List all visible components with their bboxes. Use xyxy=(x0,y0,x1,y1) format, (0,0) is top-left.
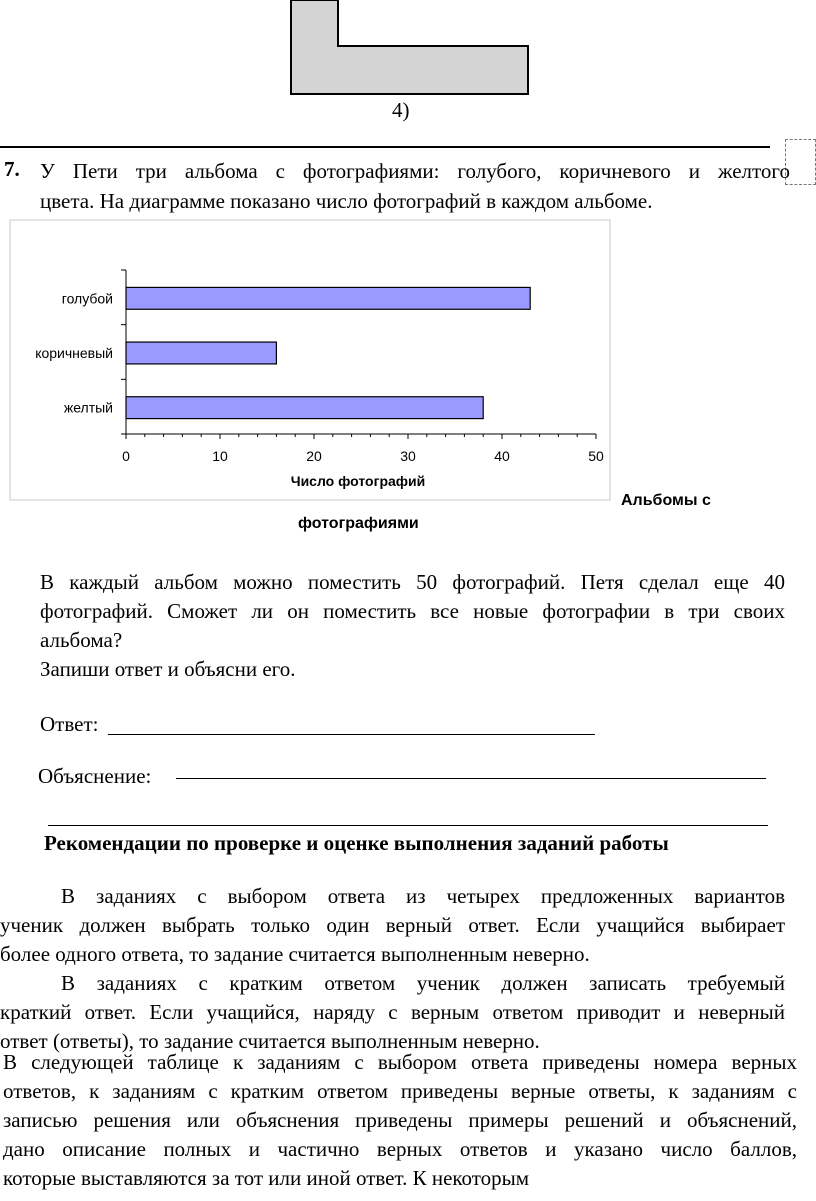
answer-label: Ответ: xyxy=(40,712,99,736)
bar-2 xyxy=(126,397,483,419)
bar-chart xyxy=(0,210,816,540)
question-number: 7. xyxy=(4,157,20,181)
instruction-text: Запиши ответ и объясни его. xyxy=(40,657,296,681)
x-tick-label: 20 xyxy=(306,448,322,464)
explanation-field[interactable] xyxy=(176,778,766,779)
paragraph-line: фотографий. Сможет ли он поместить все новые фотографии в три своих xyxy=(40,599,785,623)
rec-p3-line: которые выставляются за тот или иной ответ. К некоторым xyxy=(3,1166,530,1190)
recommendations-body xyxy=(0,882,785,1056)
x-tick-label: 30 xyxy=(400,448,416,464)
rec-p1-line: более одного ответа, то задание считается выполненным неверно. xyxy=(0,942,590,966)
category-label: желтый xyxy=(63,399,113,416)
rec-p2-line: краткий ответ. Если учащийся, наряду с верным ответом приводит и неверный xyxy=(0,1000,785,1024)
figure-label: 4) xyxy=(392,98,410,122)
paragraph-line: альбома? xyxy=(40,628,123,652)
category-label: голубой xyxy=(61,290,113,307)
category-label: коричневый xyxy=(35,345,113,361)
rec-p1-line: В заданиях с выбором ответа из четырех предложенных вариантов xyxy=(61,884,785,908)
explanation-label: Объяснение: xyxy=(38,764,152,788)
rec-p3-line: ответов, к заданиям с кратким ответом приведены верные ответы, к заданиям с xyxy=(3,1079,797,1103)
recommendations-p3 xyxy=(3,1048,797,1193)
x-axis-label: Число фотографий xyxy=(290,473,426,489)
question-paragraph xyxy=(40,568,785,684)
bar-0 xyxy=(126,287,530,309)
x-tick-label: 0 xyxy=(122,448,130,464)
heading-rule xyxy=(48,825,768,826)
separator-line xyxy=(0,146,770,148)
bar-1 xyxy=(126,342,276,364)
chart-title-part2: фотографиями xyxy=(298,515,419,532)
rec-p2-line: ответ (ответы), то задание считается выполненным неверно. xyxy=(0,1029,540,1053)
x-tick-label: 50 xyxy=(588,448,604,464)
x-tick-label: 40 xyxy=(494,448,510,464)
recommendations-heading: Рекомендации по проверке и оценке выполнения заданий работы xyxy=(44,831,669,855)
rec-p3-line: записью решения или объяснения приведены примеры решений и объяснений, xyxy=(3,1108,797,1132)
rec-p2-line: В заданиях с кратким ответом ученик должен записать требуемый xyxy=(61,971,785,995)
rec-p3-line: дано описание полных и частично верных ответов и указано число баллов, xyxy=(3,1137,797,1161)
x-tick-label: 10 xyxy=(212,448,228,464)
rec-p1-line: ученик должен выбрать только один верный ответ. Если учащийся выбирает xyxy=(0,913,785,937)
l-shape xyxy=(291,0,528,94)
chart-title-part1: Альбомы с xyxy=(621,492,711,509)
paragraph-line: В каждый альбом можно поместить 50 фотографий. Петя сделал еще 40 xyxy=(40,570,785,594)
answer-field[interactable] xyxy=(108,734,595,735)
l-shape-figure xyxy=(288,0,533,98)
question-text-line2: цвета. На диаграмме показано число фотографий в каждом альбоме. xyxy=(40,189,653,213)
question-text-line1: У Пети три альбома с фотографиями: голубого, коричневого и желтого xyxy=(40,159,790,183)
rec-p3-line: В следующей таблице к заданиям с выбором ответа приведены номера верных xyxy=(3,1050,797,1074)
